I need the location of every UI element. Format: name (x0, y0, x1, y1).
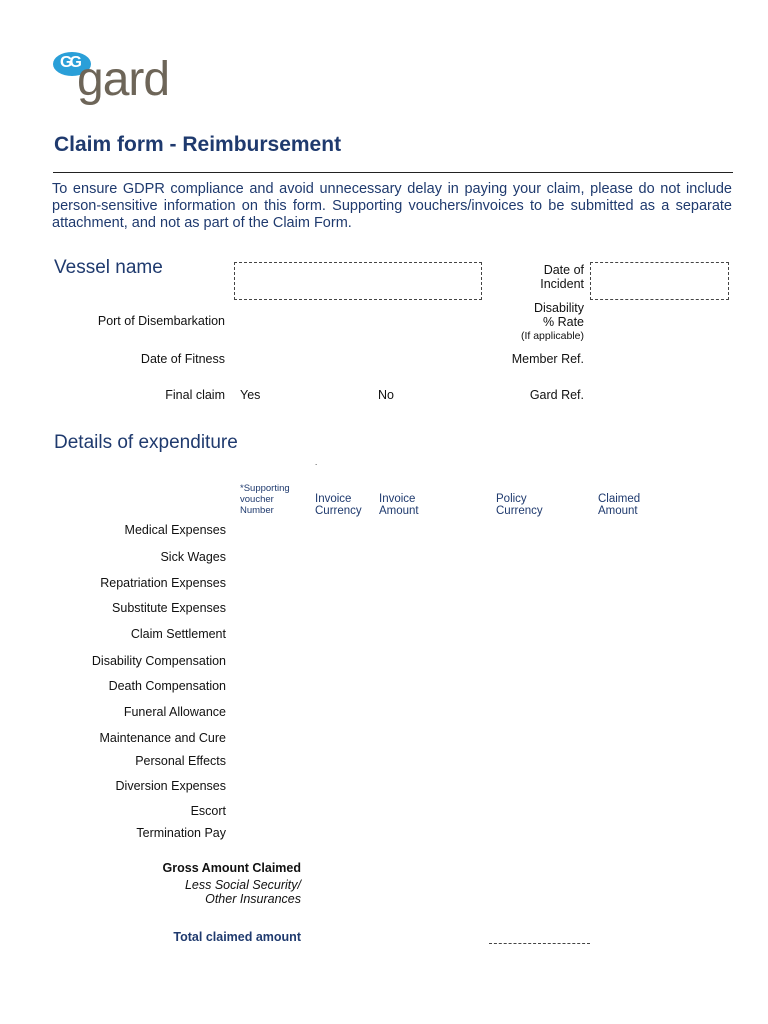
vessel-name-field[interactable] (234, 262, 482, 300)
expense-row-label: Sick Wages (160, 550, 226, 564)
column-header-policy-currency-line2: Currency (496, 505, 543, 517)
column-header-claimed-amount-line2: Amount (598, 505, 638, 517)
member-ref-label: Member Ref. (511, 352, 584, 366)
expense-row-label: Maintenance and Cure (99, 731, 226, 745)
date-of-fitness-label: Date of Fitness (140, 352, 225, 366)
expense-row-label: Substitute Expenses (112, 601, 226, 615)
column-header-voucher-line3: Number (240, 505, 274, 516)
column-header-invoice-currency-line2: Currency (315, 505, 362, 517)
expense-row-label: Escort (190, 804, 226, 818)
less-insurance-line1: Less Social Security/ (184, 878, 301, 892)
gard-logo (53, 50, 178, 110)
date-of-incident-label-line1: Date of (543, 263, 584, 277)
gdpr-notice: To ensure GDPR compliance and avoid unnecessary delay in paying your claim, please do not include person-sensitive information on this form. Supporting vouchers/invoices to be submitted as a separate attachment, and not as part of the Claim Form. (52, 181, 732, 231)
less-insurance-line2: Other Insurances (205, 892, 301, 906)
expense-row-label: Personal Effects (135, 754, 226, 768)
disability-label-line2: % Rate (543, 315, 584, 329)
expense-row-label: Diversion Expenses (115, 779, 226, 793)
column-header-voucher-line2: voucher (240, 494, 274, 505)
expense-row-label: Disability Compensation (91, 654, 226, 668)
expense-row-label: Medical Expenses (124, 523, 226, 537)
column-header-policy-currency (496, 493, 543, 517)
title-divider (53, 172, 733, 173)
column-header-invoice-amount-line2: Amount (379, 505, 419, 517)
column-header-voucher-number (240, 483, 290, 516)
logo-wordmark: gard (77, 53, 170, 106)
total-claimed-label: Total claimed amount (173, 930, 301, 944)
date-of-incident-label-line2: Incident (540, 277, 584, 291)
stray-dot: . (315, 458, 318, 467)
expense-row-label: Termination Pay (136, 826, 226, 840)
disability-label-note: (If applicable) (520, 330, 584, 342)
disability-rate-label (521, 301, 584, 343)
column-header-invoice-amount (379, 493, 419, 517)
gross-amount-label: Gross Amount Claimed (162, 861, 301, 875)
expenditure-heading: Details of expenditure (54, 432, 238, 453)
expense-row-label: Funeral Allowance (123, 705, 226, 719)
logo-mark-text: GG (60, 54, 79, 71)
page-title: Claim form - Reimbursement (54, 133, 342, 156)
final-claim-label: Final claim (165, 388, 225, 402)
column-header-invoice-currency-line1: Invoice (315, 493, 352, 505)
column-header-voucher-line1: *Supporting (240, 483, 290, 494)
column-header-claimed-amount (598, 493, 640, 517)
column-header-invoice-amount-line1: Invoice (379, 493, 416, 505)
date-of-incident-label (540, 263, 584, 291)
column-header-policy-currency-line1: Policy (496, 493, 527, 505)
date-of-incident-field[interactable] (590, 262, 729, 300)
expense-row-label: Death Compensation (108, 679, 226, 693)
gard-ref-label: Gard Ref. (529, 388, 584, 402)
final-claim-yes-option[interactable]: Yes (240, 388, 261, 402)
final-claim-no-option[interactable]: No (378, 388, 394, 402)
disability-label-line1: Disability (533, 301, 584, 315)
expense-row-label: Repatriation Expenses (100, 576, 226, 590)
column-header-invoice-currency (315, 493, 362, 517)
less-insurance-label (185, 878, 301, 906)
vessel-name-heading: Vessel name (54, 257, 163, 278)
total-amount-field[interactable] (489, 943, 590, 944)
column-header-claimed-amount-line1: Claimed (598, 493, 641, 505)
port-of-disembarkation-label: Port of Disembarkation (97, 314, 225, 328)
expense-row-label: Claim Settlement (130, 627, 226, 641)
